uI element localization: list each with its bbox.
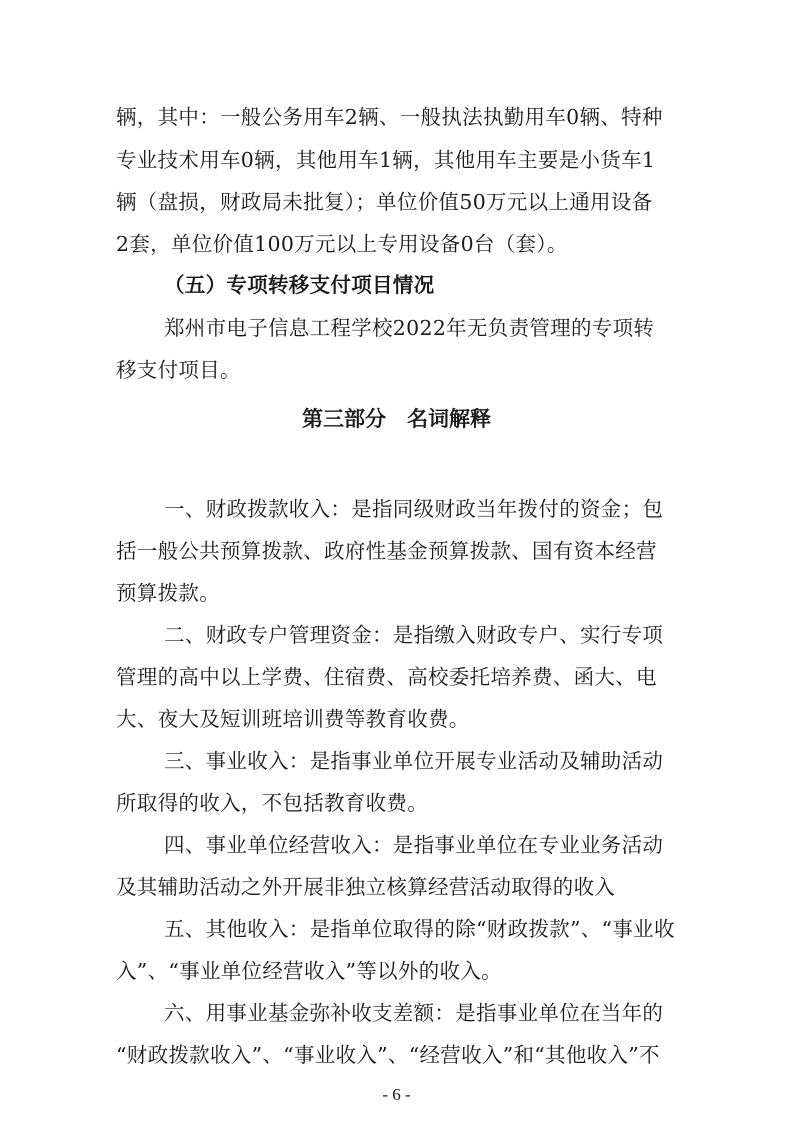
definition-line: 三、事业收入：是指事业单位开展专业活动及辅助活动 <box>164 749 664 773</box>
definition-line: 大、夜大及短训班培训费等教育收费。 <box>116 707 470 731</box>
paragraph-line: 郑州市电子信息工程学校2022年无负责管理的专项转 <box>164 316 655 340</box>
definition-line: 管理的高中以上学费、住宿费、高校委托培养费、函大、电 <box>116 665 657 689</box>
definition-line: 括一般公共预算拨款、政府性基金预算拨款、国有资本经营 <box>116 539 657 563</box>
definition-line: 六、用事业基金弥补收支差额：是指事业单位在当年的 <box>164 1001 664 1025</box>
definition-line: 五、其他收入：是指单位取得的除“财政拨款”、“事业收 <box>164 917 675 941</box>
paragraph-line: 专业技术用车0辆，其他用车1辆，其他用车主要是小货车1 <box>116 148 656 172</box>
definition-line: 及其辅助活动之外开展非独立核算经营活动取得的收入 <box>116 875 616 899</box>
definition-line: “财政拨款收入”、“事业收入”、“经营收入”和“其他收入”不 <box>116 1043 660 1067</box>
subsection-heading: （五）专项转移支付项目情况 <box>164 273 435 297</box>
paragraph-line: 辆（盘损，财政局未批复）；单位价值50万元以上通用设备 <box>116 190 653 214</box>
definition-line: 一、财政拨款收入：是指同级财政当年拨付的资金；包 <box>164 497 664 521</box>
definition-line: 四、事业单位经营收入：是指事业单位在专业业务活动 <box>164 833 664 857</box>
definition-line: 入”、“事业单位经营收入”等以外的收入。 <box>116 959 502 983</box>
paragraph-line: 2套，单位价值100万元以上专用设备0台（套）。 <box>116 232 568 256</box>
page-number: - 6 - <box>382 1085 411 1104</box>
definition-line: 二、财政专户管理资金：是指缴入财政专户、实行专项 <box>164 623 664 647</box>
section-title: 第三部分 名词解释 <box>302 407 491 431</box>
definition-line: 预算拨款。 <box>116 581 220 605</box>
paragraph-line: 辆，其中：一般公务用车2辆、一般执法执勤用车0辆、特种 <box>116 105 663 129</box>
paragraph-line: 移支付项目。 <box>116 358 241 382</box>
definition-line: 所取得的收入，不包括教育收费。 <box>116 791 428 815</box>
